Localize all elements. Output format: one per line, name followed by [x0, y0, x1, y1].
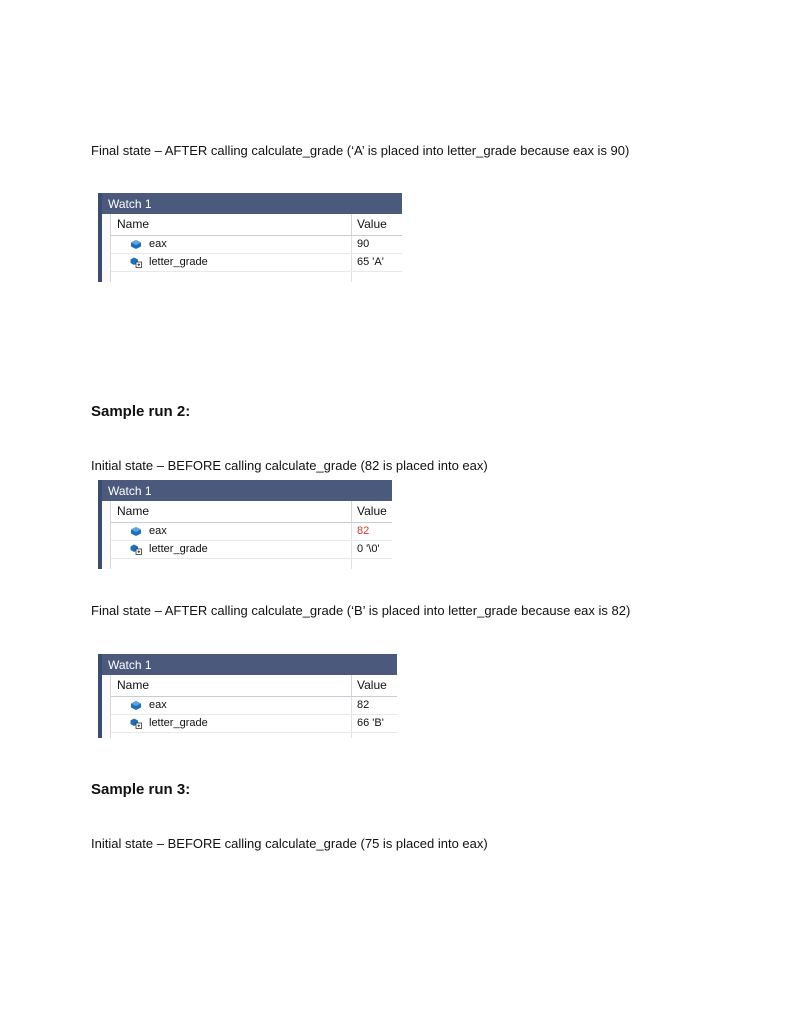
watch-title[interactable]: Watch 1 — [102, 480, 392, 501]
variable-icon — [130, 718, 142, 729]
watch-header — [111, 214, 402, 236]
watch-window-1 — [98, 193, 402, 282]
column-header-value[interactable]: Value — [351, 214, 387, 235]
column-header-value[interactable]: Value — [351, 675, 387, 696]
watch-row-eax[interactable]: eax 82 — [111, 523, 392, 541]
changed-value[interactable]: 82 — [351, 523, 369, 540]
watch-header — [111, 675, 397, 697]
register-icon — [130, 526, 142, 537]
caption-final-run1: Final state – AFTER calling calculate_grade (‘A’ is placed into letter_grade because eax is 90) — [91, 143, 630, 158]
watch-window-2 — [98, 480, 392, 569]
variable-icon — [130, 544, 142, 555]
column-header-name[interactable]: Name — [117, 217, 150, 231]
heading-sample-run-2: Sample run 2: — [91, 403, 191, 420]
watch-row-letter-grade[interactable]: letter_grade 0 '\0' — [111, 541, 392, 559]
caption-initial-run3: Initial state – BEFORE calling calculate_grade (75 is placed into eax) — [91, 836, 488, 851]
watch-window-3 — [98, 654, 397, 738]
watch-title[interactable]: Watch 1 — [102, 654, 397, 675]
heading-sample-run-3: Sample run 3: — [91, 781, 191, 798]
watch-row-eax[interactable]: eax 82 — [111, 697, 397, 715]
variable-icon — [130, 257, 142, 268]
column-header-value[interactable]: Value — [351, 501, 387, 522]
watch-row-letter-grade[interactable]: letter_grade 66 'B' — [111, 715, 397, 733]
watch-header — [111, 501, 392, 523]
register-icon — [130, 239, 142, 250]
watch-row-eax[interactable]: eax 90 — [111, 236, 402, 254]
watch-row-letter-grade[interactable]: letter_grade 65 'A' — [111, 254, 402, 272]
caption-initial-run2: Initial state – BEFORE calling calculate_grade (82 is placed into eax) — [91, 458, 488, 473]
column-header-name[interactable]: Name — [117, 504, 150, 518]
column-header-name[interactable]: Name — [117, 678, 150, 692]
watch-title[interactable]: Watch 1 — [102, 193, 402, 214]
caption-final-run2: Final state – AFTER calling calculate_grade (‘B’ is placed into letter_grade because eax is 82) — [91, 603, 631, 618]
register-icon — [130, 700, 142, 711]
